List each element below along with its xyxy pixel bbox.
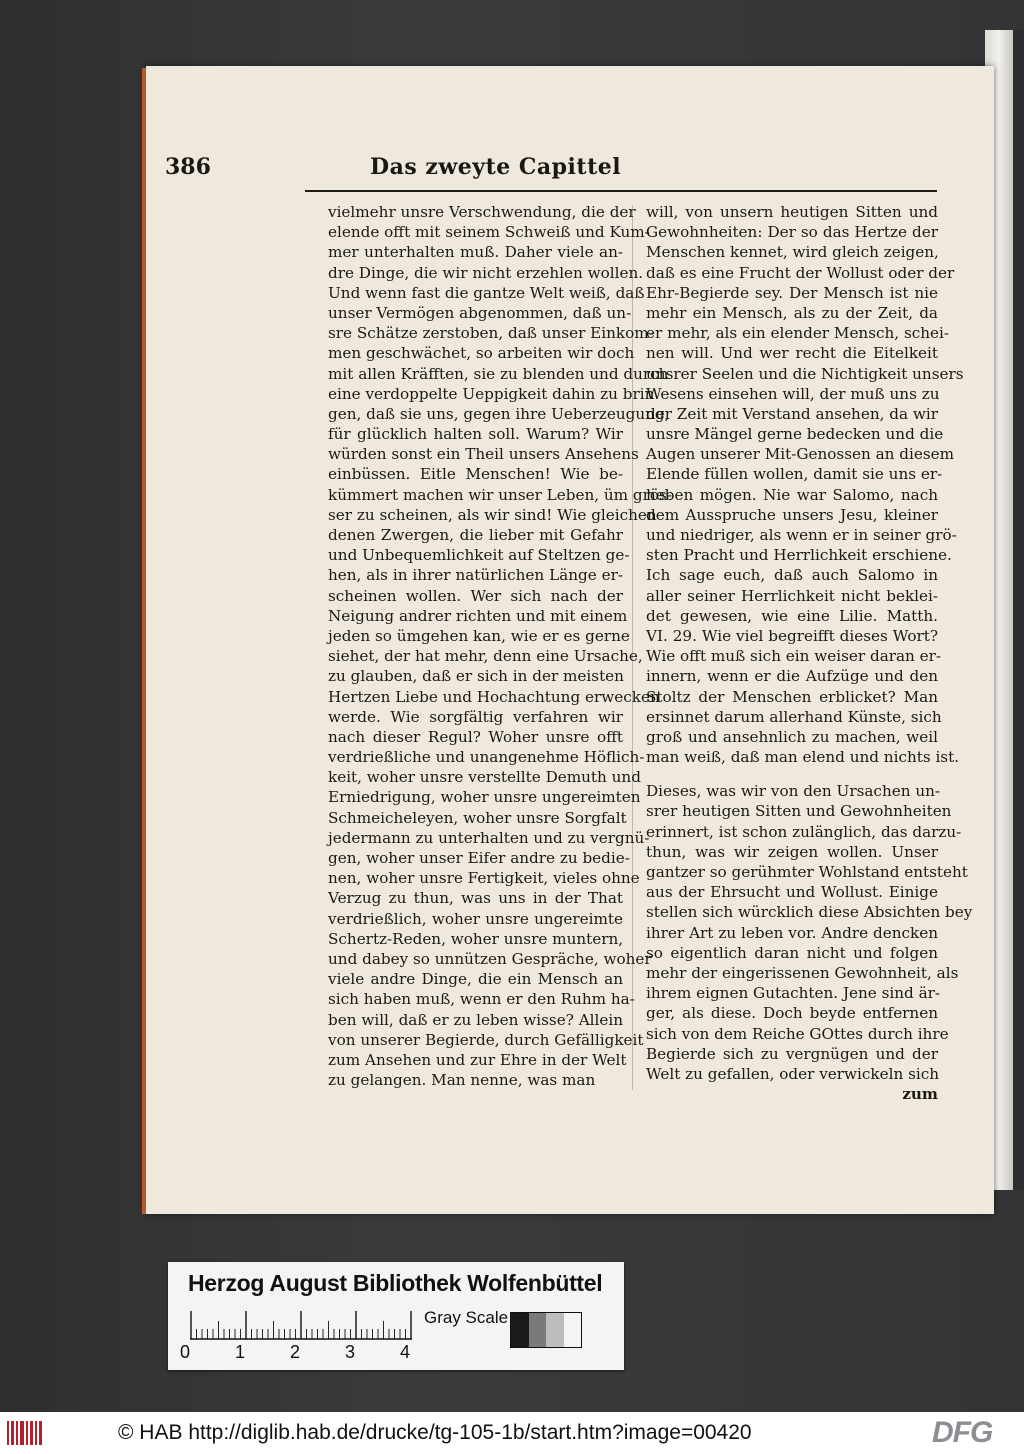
header-rule (305, 190, 937, 192)
text-line: Verzug zu thun, was uns in der That (328, 889, 623, 908)
text-line: Ich sage euch, daß auch Salomo in (646, 566, 938, 585)
text-line: stellen sich würcklich diese Absichten bey (646, 903, 973, 922)
text-line: Schertz-Reden, woher unsre muntern, (328, 929, 624, 948)
text-line: unser Vermögen abgenommen, daß un- (328, 303, 632, 322)
text-line: viele andre Dinge, die ein Mensch an (328, 970, 623, 989)
text-line: will, von unsern heutigen Sitten und (646, 203, 938, 221)
text-line: der Zeit mit Verstand ansehen, da wir (646, 404, 938, 423)
text-line: Wie offt muß sich ein weiser daran er- (646, 647, 942, 666)
grayscale-label: Gray Scale (424, 1308, 509, 1327)
text-line: mit allen Kräfften, sie zu blenden und durch (328, 364, 669, 383)
text-line: werde. Wie sorgfältig verfahren wir (328, 707, 623, 726)
text-line: und dabey so unnützen Gespräche, woher (328, 949, 652, 968)
text-line: sich haben muß, wenn er den Ruhm ha- (328, 990, 635, 1009)
text-line: für glücklich halten soll. Warum? Wir (328, 425, 623, 444)
ruler-label: 4 (400, 1342, 411, 1362)
text-line: mehr der eingerissenen Gewohnheit, als (646, 963, 959, 982)
text-line: man weiß, daß man elend und nichts ist. (646, 748, 960, 767)
hab-barcode-logo-icon (6, 1418, 44, 1448)
ruler-scale (190, 1310, 414, 1340)
text-line: sten Pracht und Herrlichkeit erschiene. (646, 546, 952, 565)
text-line: sich von dem Reiche GOttes durch ihre (646, 1024, 949, 1043)
library-color-card (168, 1262, 624, 1370)
text-line: denen Zwergen, die lieber mit Gefahr (328, 526, 623, 544)
column-divider (632, 205, 633, 1090)
page-number: 386 (165, 154, 211, 180)
text-line: jedermann zu unterhalten und zu vergnü- (328, 828, 650, 847)
text-line: keit, woher unsre verstellte Demuth und (328, 768, 641, 787)
text-line: men geschwächet, so arbeiten wir doch (328, 344, 635, 363)
text-line: det gewesen, wie eine Lilie. Matth. (646, 606, 938, 625)
catchword: zum (902, 1085, 938, 1104)
text-line: nen will. Und wer recht die Eitelkeit (646, 344, 938, 363)
text-line: innern, wenn er die Aufzüge und den (646, 667, 938, 686)
text-line: daß es eine Frucht der Wollust oder der (646, 263, 955, 282)
text-line: und Unbequemlichkeit auf Steltzen ge- (328, 546, 630, 565)
text-line: ihrem eignen Gutachten. Jene sind är- (646, 984, 941, 1003)
text-line: Schmeicheleyen, woher unsre Sorgfalt (328, 808, 627, 827)
text-line: würden sonst ein Theil unsers Ansehens (328, 445, 639, 464)
text-line: verdrießliche und unangenehme Höflich- (328, 748, 645, 767)
text-line: gen, daß sie uns, gegen ihre Ueberzeugung, (328, 404, 670, 423)
text-line: ihrer Art zu leben vor. Andre dencken (646, 923, 938, 942)
text-line: und niedriger, als wenn er in seiner grö- (646, 526, 957, 544)
source-url-text: © HAB http://diglib.hab.de/drucke/tg-105-1b/start.htm?image=00420 (118, 1421, 752, 1444)
text-line: Begierde sich zu vergnügen und der (646, 1044, 938, 1063)
text-line: srer heutigen Sitten und Gewohnheiten (646, 802, 952, 821)
text-line: elende offt mit seinem Schweiß und Kum- (328, 223, 650, 242)
grayscale-swatch (564, 1313, 582, 1347)
text-line: mehr ein Mensch, als zu der Zeit, da (646, 303, 938, 322)
ruler-label: 3 (345, 1342, 356, 1362)
text-line: aus der Ehrsucht und Wollust. Einige (646, 883, 938, 902)
text-line: Wesens einsehen will, der muß uns zu (646, 384, 940, 403)
text-line: zu glauben, daß er sich in der meisten (328, 667, 624, 686)
text-line: aller seiner Herrlichkeit nicht beklei- (646, 586, 938, 605)
text-line: VI. 29. Wie viel begreifft dieses Wort? (646, 626, 938, 645)
text-line: Augen unserer Mit-Genossen an diesem (646, 445, 955, 464)
paragraph-2 (646, 781, 973, 1084)
text-line: zu gelangen. Man nenne, was man (328, 1071, 596, 1090)
text-column-left (328, 202, 672, 1090)
text-line: jeden so ümgehen kan, wie er es gerne (328, 626, 630, 645)
text-line: er mehr, als ein elender Mensch, schei- (646, 324, 950, 343)
text-line: Neigung andrer richten und mit einem (328, 606, 628, 625)
library-name: Herzog August Bibliothek Wolfenbüttel (188, 1270, 603, 1296)
text-line: sre Schätze zerstoben, daß unser Einkom- (328, 324, 654, 343)
text-line: Ehr-Begierde sey. Der Mensch ist nie (646, 283, 938, 302)
grayscale-bar (510, 1312, 582, 1348)
text-line: gen, woher unser Eifer andre zu bedie- (328, 849, 630, 867)
text-line: unsre Mängel gerne bedecken und die (646, 425, 944, 444)
text-line: mer unterhalten muß. Daher viele an- (328, 243, 623, 262)
text-line: nen, woher unsre Fertigkeit, vieles ohne (328, 869, 640, 888)
text-line: Welt zu gefallen, oder verwickeln sich (646, 1064, 940, 1083)
text-line: Gewohnheiten: Der so das Hertze der (646, 223, 938, 242)
text-line: Menschen kennet, wird gleich zeigen, (646, 243, 939, 262)
text-line: nach dieser Regul? Woher unsre offt (328, 727, 623, 746)
ruler-labels (180, 1342, 420, 1362)
text-line: zum Ansehen und zur Ehre in der Welt (328, 1050, 627, 1069)
text-line: eine verdoppelte Ueppigkeit dahin zu brin (328, 384, 655, 403)
text-line: vielmehr unsre Verschwendung, die der (328, 203, 636, 221)
text-line: heben mögen. Nie war Salomo, nach (646, 485, 938, 504)
text-line: ersinnet darum allerhand Künste, sich (646, 707, 942, 726)
page-header (165, 154, 935, 180)
text-line: dre Dinge, die wir nicht erzehlen wollen. (328, 263, 644, 282)
dfg-logo: DFG (932, 1416, 993, 1449)
next-page-shadow (1013, 30, 1024, 1190)
text-line: einbüssen. Eitle Menschen! Wie be- (328, 465, 623, 484)
text-column-right (646, 202, 973, 1104)
text-line: dem Ausspruche unsers Jesu, kleiner (646, 505, 938, 524)
text-line: kümmert machen wir unser Leben, üm grös- (328, 485, 672, 504)
ruler-label: 0 (180, 1342, 191, 1362)
ruler-label: 1 (235, 1342, 246, 1362)
grayscale-swatch (511, 1313, 529, 1347)
grayscale-swatch (529, 1313, 547, 1347)
text-line: ben will, daß er zu leben wisse? Allein (328, 1010, 623, 1029)
text-line: ser zu scheinen, als wir sind! Wie gleichen (328, 505, 657, 524)
grayscale-swatch (546, 1313, 564, 1347)
text-line: gantzer so gerühmter Wohlstand entsteht (646, 863, 968, 881)
text-line: groß und ansehnlich zu machen, weil (646, 727, 938, 746)
paragraph-gap (646, 767, 938, 781)
text-line: unsrer Seelen und die Nichtigkeit unsers (646, 364, 964, 383)
text-line: hen, als in ihrer natürlichen Länge er- (328, 566, 623, 585)
text-line: Erniedrigung, woher unsre ungereimten (328, 788, 641, 807)
text-line: scheinen wollen. Wer sich nach der (328, 586, 623, 605)
text-line: Stoltz der Menschen erblicket? Man (646, 687, 938, 706)
text-line: Hertzen Liebe und Hochachtung erwecken (328, 687, 660, 706)
ruler-label: 2 (290, 1342, 301, 1362)
text-line: siehet, der hat mehr, denn eine Ursache, (328, 647, 643, 666)
text-line: thun, was wir zeigen wollen. Unser (646, 842, 938, 861)
text-line: Und wenn fast die gantze Welt weiß, daß (328, 283, 645, 302)
text-line: erinnert, ist schon zulänglich, das darzu- (646, 822, 962, 841)
text-line: von unserer Begierde, durch Gefälligkeit (328, 1030, 644, 1049)
paragraph-1 (646, 202, 964, 767)
text-line: Dieses, was wir von den Ursachen un- (646, 782, 941, 801)
text-line: so eigentlich daran nicht und folgen (646, 943, 938, 962)
text-line: verdrießlich, woher unsre ungereimte (328, 909, 623, 928)
text-line: ger, als diese. Doch beyde entfernen (646, 1004, 938, 1023)
text-line: Elende füllen wollen, damit sie uns er- (646, 465, 943, 484)
running-head: Das zweyte Capittel (370, 154, 622, 180)
